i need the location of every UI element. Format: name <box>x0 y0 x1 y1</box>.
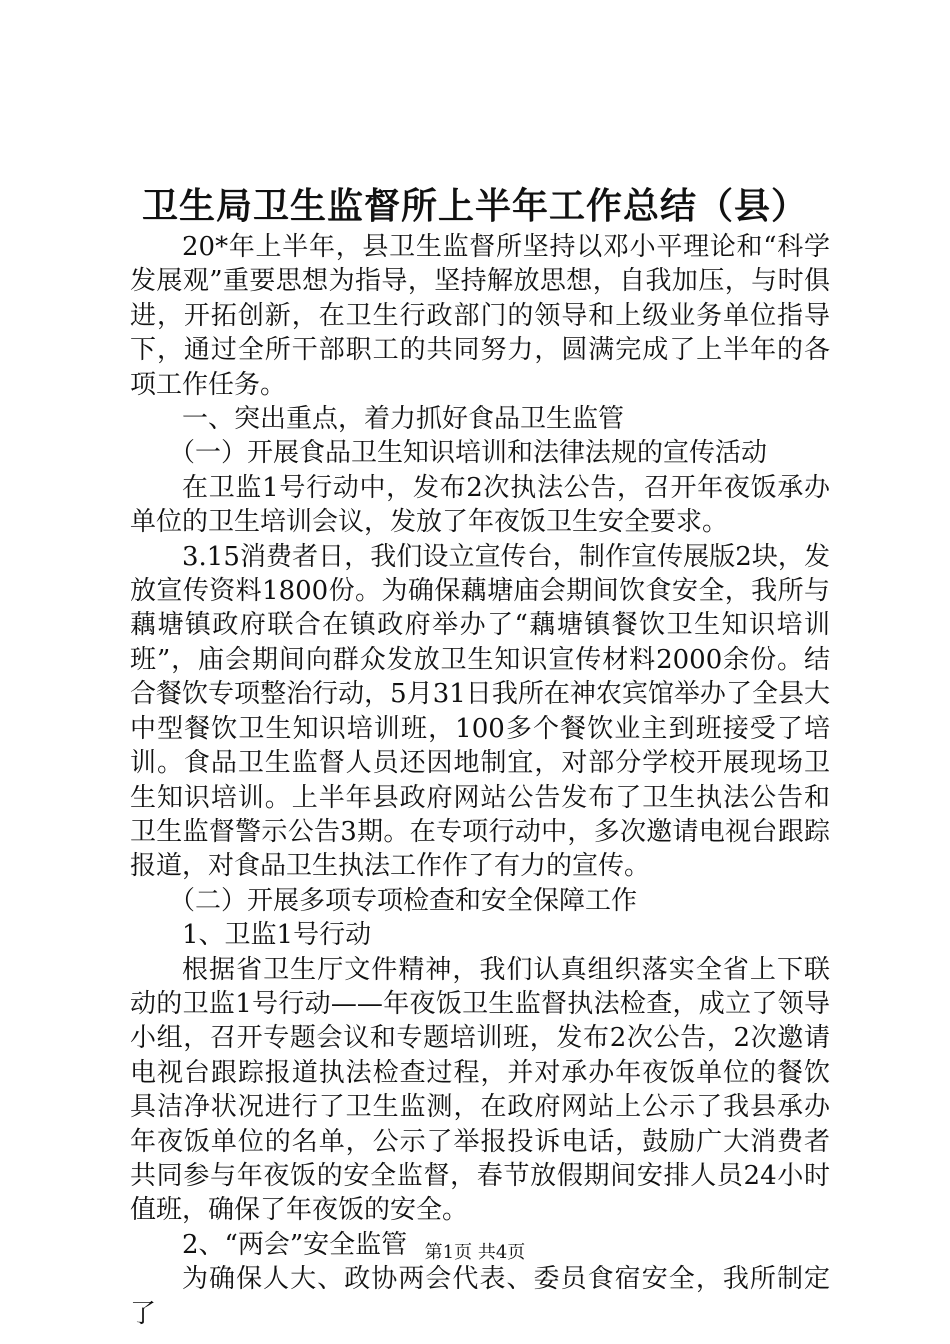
paragraph-body: 3.15消费者日，我们设立宣传台，制作宣传展版2块，发放宣传资料1800份。为确保藕塘庙会期间饮食安全，我所与藕塘镇政府联合在镇政府举办了“藕塘镇餐饮卫生知识培训班”，庙会期间向群众发放卫生知识宣传材料2000余份。结合餐饮专项整治行动，5月31日我所在神农宾馆举办了全县大中型餐饮卫生知识培训班，100多个餐饮业主到班接受了培训。食品卫生监督人员还因地制宜，对部分学校开展现场卫生知识培训。上半年县政府网站公告发布了卫生执法公告和卫生监督警示公告3期。在专项行动中，多次邀请电视台跟踪报道，对食品卫生执法工作作了有力的宣传。 <box>130 541 830 882</box>
paragraph-intro: 20*年上半年，县卫生监督所坚持以邓小平理论和“科学发展观”重要思想为指导，坚持解放思想，自我加压，与时俱进，开拓创新，在卫生行政部门的领导和上级业务单位指导下，通过全所干部职工的共同努力，圆满完成了上半年的各项工作任务。 <box>130 232 830 400</box>
paragraph-body: 为确保人大、政协两会代表、委员食宿安全，我所制定了 <box>130 1264 830 1329</box>
subsection-heading-1: （一）开展食品卫生知识培训和法律法规的宣传活动 <box>169 438 768 469</box>
paragraph-body: 根据省卫生厅文件精神，我们认真组织落实全省上下联动的卫监1号行动——年夜饭卫生监督执法检查，成立了领导小组，召开专题会议和专题培训班，发布2次公告，2次邀请电视台跟踪报道执法检查过程，并对承办年夜饭单位的餐饮具洁净状况进行了卫生监测，在政府网站上公示了我县承办年夜饭单位的名单，公示了举报投诉电话，鼓励广大消费者共同参与年夜饭的安全监督，春节放假期间安排人员24小时值班，确保了年夜饭的安全。 <box>130 954 830 1226</box>
item-heading-1: 1、卫监1号行动 <box>182 920 372 951</box>
page-footer: 第1页 共4页 <box>424 1242 526 1263</box>
section-heading-1: 一、突出重点，着力抓好食品卫生监管 <box>182 404 625 435</box>
item-heading-2: 2、“两会”安全监管 <box>182 1229 408 1260</box>
subsection-heading-2: （二）开展多项专项检查和安全保障工作 <box>169 885 638 916</box>
document-body <box>130 230 830 1331</box>
paragraph-body: 在卫监1号行动中，发布2次执法公告，召开年夜饭承办单位的卫生培训会议，发放了年夜饭卫生安全要求。 <box>130 472 830 538</box>
document-title: 卫生局卫生监督所上半年工作总结（县） <box>141 185 808 227</box>
